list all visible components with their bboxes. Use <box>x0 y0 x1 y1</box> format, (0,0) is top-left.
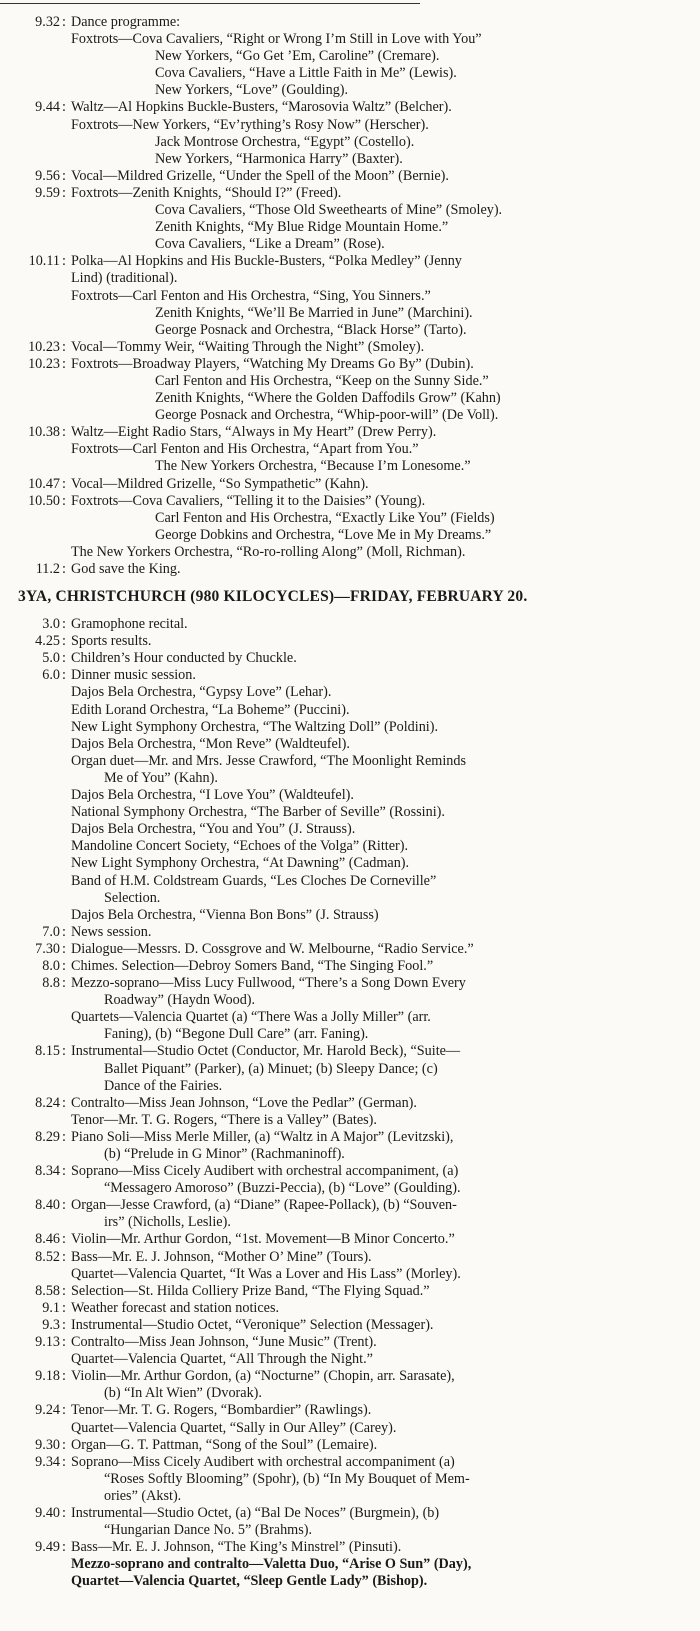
entry-time: 9.32 <box>35 14 60 30</box>
programme-entry <box>0 424 700 475</box>
entry-line: Roadway” (Haydn Wood). <box>104 992 256 1009</box>
entry-line: (b) “In Alt Wien” (Dvorak). <box>104 1385 262 1402</box>
entry-line: Ballet Piquant” (Parker), (a) Minuet; (b) Sleepy Dance; (c) <box>104 1060 438 1077</box>
entry-body <box>68 493 700 561</box>
programme-entry <box>0 1402 700 1436</box>
entry-line: Violin—Mr. Arthur Gordon, (a) “Nocturne” (Chopin, arr. Sarasate), <box>71 1368 455 1385</box>
entry-body <box>68 356 700 424</box>
entry-body <box>68 1539 700 1590</box>
entry-time: 9.56 <box>35 167 60 184</box>
time-separator: : <box>62 1094 66 1111</box>
entry-time: 8.24 <box>35 1094 60 1111</box>
entry-line: Quartet—Valencia Quartet, “It Was a Lover and His Lass” (Morley). <box>71 1265 461 1282</box>
time-separator: : <box>62 1043 66 1060</box>
entry-line: Faning), (b) “Begone Dull Care” (arr. Faning). <box>104 1026 369 1043</box>
entry-time: 6.0 <box>42 667 60 684</box>
entry-time: 11.2 <box>35 561 60 577</box>
entry-time: 8.46 <box>35 1231 60 1248</box>
entry-line: Dance of the Fairies. <box>104 1077 223 1094</box>
entry-line: Contralto—Miss Jean Johnson, “Love the Pedlar” (German). <box>71 1094 417 1111</box>
entry-line: Dajos Bela Orchestra, “Mon Reve” (Waldteufel). <box>71 735 350 752</box>
time-separator: : <box>62 975 66 992</box>
entry-time: 8.0 <box>42 957 60 974</box>
time-separator: : <box>62 957 66 974</box>
entry-line: Contralto—Miss Jean Johnson, “June Music” (Trent). <box>71 1334 377 1351</box>
time-separator: : <box>62 475 66 492</box>
programme-entry <box>0 1163 700 1197</box>
time-separator: : <box>62 1197 66 1214</box>
time-separator: : <box>62 167 66 184</box>
entry-line: Quartets—Valencia Quartet (a) “There Was a Jolly Miller” (arr. <box>71 1009 431 1026</box>
entry-body <box>68 667 700 923</box>
entry-line: Soprano—Miss Cicely Audibert with orchestral accompaniment, (a) <box>71 1163 459 1180</box>
time-separator: : <box>62 1248 66 1265</box>
entry-line: Carl Fenton and His Orchestra, “Keep on the Sunny Side.” <box>155 372 489 389</box>
entry-body <box>68 1249 700 1283</box>
entry-line: New Yorkers, “Harmonica Harry” (Baxter). <box>155 150 403 167</box>
time-separator: : <box>62 492 66 509</box>
time-separator: : <box>62 1368 66 1385</box>
programme-entry <box>0 1283 700 1300</box>
entry-time: 9.3 <box>42 1316 60 1333</box>
programme-entry <box>0 1539 700 1590</box>
entry-body <box>68 253 700 338</box>
entry-line: Quartet—Valencia Quartet, “All Through the Night.” <box>71 1351 373 1368</box>
programme-entry <box>0 941 700 958</box>
time-separator: : <box>62 184 66 201</box>
entry-body <box>68 941 700 958</box>
time-separator: : <box>62 1231 66 1248</box>
entry-line: “Messagero Amoroso” (Buzzi-Peccia), (b) “Love” (Goulding). <box>104 1180 461 1197</box>
programme-part-1 <box>0 14 700 578</box>
entry-line: Dialogue—Messrs. D. Cossgrove and W. Melbourne, “Radio Service.” <box>71 940 474 957</box>
entry-line: Gramophone recital. <box>71 616 188 633</box>
programme-entry <box>0 1505 700 1539</box>
entry-line: Tenor—Mr. T. G. Rogers, “There is a Valley” (Bates). <box>71 1111 377 1128</box>
entry-body <box>68 975 700 1043</box>
entry-time: 7.0 <box>42 923 60 940</box>
time-separator: : <box>62 1299 66 1316</box>
time-separator: : <box>62 923 66 940</box>
entry-time: 8.58 <box>35 1282 60 1299</box>
programme-entry <box>0 616 700 633</box>
entry-line: Dajos Bela Orchestra, “I Love You” (Waldteufel). <box>71 787 354 804</box>
time-separator: : <box>62 650 66 667</box>
entry-time: 4.25 <box>35 633 60 650</box>
entry-time: 9.59 <box>35 184 60 201</box>
entry-line: Lind) (traditional). <box>71 270 178 287</box>
entry-body <box>68 1283 700 1300</box>
programme-entry <box>0 356 700 424</box>
entry-time: 8.29 <box>35 1128 60 1145</box>
entry-line: Zenith Knights, “Where the Golden Daffodils Grow” (Kahn) <box>155 390 501 407</box>
entry-line: Mezzo-soprano and contralto—Valetta Duo, “Arise O Sun” (Day), <box>71 1556 472 1573</box>
entry-line: “Roses Softly Blooming” (Spohr), (b) “In My Bouquet of Mem- <box>104 1470 470 1487</box>
entry-body <box>68 1437 700 1454</box>
time-separator: : <box>62 1282 66 1299</box>
entry-line: God save the King. <box>71 561 181 577</box>
entry-line: New Yorkers, “Love” (Goulding). <box>155 82 349 99</box>
entry-time: 8.40 <box>35 1197 60 1214</box>
entry-line: Selection. <box>104 889 161 906</box>
entry-time: 8.8 <box>42 975 60 992</box>
entry-line: Zenith Knights, “My Blue Ridge Mountain Home.” <box>155 219 449 236</box>
entry-body <box>68 1095 700 1129</box>
entry-body <box>68 1505 700 1539</box>
programme-entry <box>0 1317 700 1334</box>
time-separator: : <box>62 1504 66 1521</box>
time-separator: : <box>62 1316 66 1333</box>
entry-line: Vocal—Tommy Weir, “Waiting Through the Night” (Smoley). <box>71 338 425 355</box>
entry-line: Organ duet—Mr. and Mrs. Jesse Crawford, “The Moonlight Reminds <box>71 752 466 769</box>
programme-entry <box>0 476 700 493</box>
entry-line: Mandoline Concert Society, “Echoes of the Volga” (Ritter). <box>71 838 408 855</box>
entry-line: Cova Cavaliers, “Have a Little Faith in Me” (Lewis). <box>155 65 457 82</box>
entry-time: 9.34 <box>35 1453 60 1470</box>
programme-entry <box>0 650 700 667</box>
time-separator: : <box>62 1163 66 1180</box>
entry-time: 9.13 <box>35 1334 60 1351</box>
programme-entry <box>0 561 700 578</box>
entry-line: Weather forecast and station notices. <box>71 1299 280 1316</box>
top-rule <box>0 3 420 4</box>
entry-line: Children’s Hour conducted by Chuckle. <box>71 650 297 667</box>
entry-body <box>68 185 700 253</box>
entry-body <box>68 1231 700 1248</box>
entry-line: Instrumental—Studio Octet, “Veronique” Selection (Messager). <box>71 1316 434 1333</box>
entry-line: Soprano—Miss Cicely Audibert with orchestral accompaniment (a) <box>71 1453 455 1470</box>
entry-line: Band of H.M. Coldstream Guards, “Les Cloches De Corneville” <box>71 872 437 889</box>
programme-entry <box>0 493 700 561</box>
time-separator: : <box>62 1128 66 1145</box>
programme-entry <box>0 924 700 941</box>
entry-line: Bass—Mr. E. J. Johnson, “Mother O’ Mine” (Tours). <box>71 1248 372 1265</box>
entry-body <box>68 924 700 941</box>
programme-entry <box>0 1095 700 1129</box>
programme-entry <box>0 1249 700 1283</box>
entry-line: Dajos Bela Orchestra, “You and You” (J. Strauss). <box>71 821 356 838</box>
entry-time: 7.30 <box>35 940 60 957</box>
entry-line: Zenith Knights, “We’ll Be Married in June” (Marchini). <box>155 304 473 321</box>
programme-entry <box>0 975 700 1043</box>
entry-line: News session. <box>71 923 152 940</box>
entry-body <box>68 1317 700 1334</box>
time-separator: : <box>62 14 66 30</box>
entry-line: New Light Symphony Orchestra, “The Waltzing Doll” (Poldini). <box>71 718 439 735</box>
entry-line: The New Yorkers Orchestra, “Because I’m Lonesome.” <box>155 458 471 475</box>
entry-time: 9.18 <box>35 1368 60 1385</box>
programme-entry <box>0 168 700 185</box>
programme-part-2 <box>0 616 700 1590</box>
programme-entry <box>0 185 700 253</box>
entry-line: “Hungarian Dance No. 5” (Brahms). <box>104 1522 313 1539</box>
programme-entry <box>0 99 700 167</box>
entry-line: Instrumental—Studio Octet, (a) “Bal De Noces” (Burgmein), (b) <box>71 1504 440 1521</box>
station-header: 3YA, CHRISTCHURCH (980 KILOCYCLES)—FRIDAY, FEBRUARY 20. <box>18 588 528 606</box>
time-separator: : <box>62 338 66 355</box>
programme-entry <box>0 14 700 99</box>
entry-time: 9.1 <box>42 1299 60 1316</box>
entry-time: 10.47 <box>28 475 60 492</box>
entry-line: Dinner music session. <box>71 667 196 684</box>
entry-line: Quartet—Valencia Quartet, “Sleep Gentle Lady” (Bishop). <box>71 1573 428 1590</box>
entry-line: Carl Fenton and His Orchestra, “Exactly Like You” (Fields) <box>155 509 495 526</box>
entry-line: Foxtrots—Cova Cavaliers, “Right or Wrong I’m Still in Love with You” <box>71 31 482 48</box>
programme-entry <box>0 1300 700 1317</box>
time-separator: : <box>62 424 66 441</box>
entry-line: Foxtrots—New Yorkers, “Ev’rything’s Rosy Now” (Herscher). <box>71 116 429 133</box>
programme-entry <box>0 1043 700 1094</box>
entry-line: The New Yorkers Orchestra, “Ro-ro-rolling Along” (Moll, Richman). <box>71 543 466 560</box>
entry-line: Dajos Bela Orchestra, “Gypsy Love” (Lehar). <box>71 684 332 701</box>
programme-entry <box>0 1334 700 1368</box>
entry-body <box>68 339 700 356</box>
time-separator: : <box>62 940 66 957</box>
entry-time: 10.23 <box>28 338 60 355</box>
entry-line: Edith Lorand Orchestra, “La Boheme” (Puccini). <box>71 701 350 718</box>
programme-entry <box>0 339 700 356</box>
entry-line: New Yorkers, “Go Get ’Em, Caroline” (Cremare). <box>155 48 440 65</box>
time-separator: : <box>62 667 66 684</box>
time-separator: : <box>62 1436 66 1453</box>
entry-time: 10.38 <box>28 424 60 441</box>
entry-line: Waltz—Eight Radio Stars, “Always in My Heart” (Drew Perry). <box>71 424 437 441</box>
entry-body <box>68 633 700 650</box>
programme-entry <box>0 1129 700 1163</box>
time-separator: : <box>62 633 66 650</box>
entry-line: Tenor—Mr. T. G. Rogers, “Bombardier” (Rawlings). <box>71 1402 372 1419</box>
time-separator: : <box>62 1453 66 1470</box>
entry-line: Dance programme: <box>71 14 181 30</box>
time-separator: : <box>62 1539 66 1556</box>
programme-entry <box>0 1197 700 1231</box>
entry-line: Vocal—Mildred Grizelle, “Under the Spell of the Moon” (Bernie). <box>71 167 449 184</box>
entry-line: (b) “Prelude in G Minor” (Rachmaninoff). <box>104 1146 345 1162</box>
entry-body <box>68 168 700 185</box>
entry-line: Organ—Jesse Crawford, (a) “Diane” (Rapee-Pollack), (b) “Souven- <box>71 1197 457 1214</box>
entry-time: 8.52 <box>35 1248 60 1265</box>
entry-body <box>68 1043 700 1094</box>
entry-line: Waltz—Al Hopkins Buckle-Busters, “Marosovia Waltz” (Belcher). <box>71 99 452 116</box>
entry-line: Foxtrots—Broadway Players, “Watching My Dreams Go By” (Dubin). <box>71 355 474 372</box>
time-separator: : <box>62 355 66 372</box>
entry-line: Mezzo-soprano—Miss Lucy Fullwood, “There’s a Song Down Every <box>71 975 466 992</box>
entry-time: 9.49 <box>35 1539 60 1556</box>
entry-line: Polka—Al Hopkins and His Buckle-Busters, “Polka Medley” (Jenny <box>71 253 462 270</box>
entry-time: 10.23 <box>28 355 60 372</box>
entry-line: irs” (Nicholls, Leslie). <box>104 1214 231 1231</box>
entry-body <box>68 476 700 493</box>
time-separator: : <box>62 1334 66 1351</box>
entry-line: Bass—Mr. E. J. Johnson, “The King’s Minstrel” (Pinsuti). <box>71 1539 402 1556</box>
entry-body <box>68 1163 700 1197</box>
entry-line: Piano Soli—Miss Merle Miller, (a) “Waltz in A Major” (Levitzski), <box>71 1128 454 1145</box>
entry-line: New Light Symphony Orchestra, “At Dawning” (Cadman). <box>71 855 410 872</box>
time-separator: : <box>62 253 66 270</box>
entry-line: Foxtrots—Cova Cavaliers, “Telling it to the Daisies” (Young). <box>71 492 426 509</box>
entry-time: 9.40 <box>35 1504 60 1521</box>
programme-entry <box>0 253 700 338</box>
entry-body <box>68 1334 700 1368</box>
entry-line: Foxtrots—Zenith Knights, “Should I?” (Freed). <box>71 184 342 201</box>
entry-time: 9.44 <box>35 99 60 116</box>
entry-body <box>68 1454 700 1505</box>
programme-entry <box>0 958 700 975</box>
programme-entry <box>0 1231 700 1248</box>
entry-line: Organ—G. T. Pattman, “Song of the Soul” (Lemaire). <box>71 1436 378 1453</box>
entry-time: 9.24 <box>35 1402 60 1419</box>
entry-body <box>68 1300 700 1317</box>
entry-line: Foxtrots—Carl Fenton and His Orchestra, “Apart from You.” <box>71 441 419 458</box>
entry-line: Sports results. <box>71 633 152 650</box>
entry-line: George Dobkins and Orchestra, “Love Me in My Dreams.” <box>155 526 492 543</box>
entry-line: George Posnack and Orchestra, “Whip-poor-will” (De Voll). <box>155 407 499 424</box>
entry-line: Cova Cavaliers, “Those Old Sweethearts of Mine” (Smoley). <box>155 202 503 219</box>
programme-entry <box>0 1368 700 1402</box>
entry-time: 8.15 <box>35 1043 60 1060</box>
programme-entry <box>0 633 700 650</box>
entry-body <box>68 1129 700 1163</box>
entry-body <box>68 1197 700 1231</box>
entry-body <box>68 1402 700 1436</box>
entry-time: 9.30 <box>35 1436 60 1453</box>
entry-body <box>68 99 700 167</box>
entry-body <box>68 424 700 475</box>
entry-time: 10.50 <box>28 492 60 509</box>
entry-time: 5.0 <box>42 650 60 667</box>
entry-line: Dajos Bela Orchestra, “Vienna Bon Bons” (J. Strauss) <box>71 906 379 923</box>
entry-body <box>68 650 700 667</box>
entry-line: Me of You” (Kahn). <box>104 769 218 786</box>
time-separator: : <box>62 99 66 116</box>
entry-body <box>68 14 700 99</box>
entry-body <box>68 1368 700 1402</box>
entry-body <box>68 958 700 975</box>
entry-line: Jack Montrose Orchestra, “Egypt” (Costello). <box>155 133 415 150</box>
entry-line: ories” (Akst). <box>104 1487 182 1504</box>
programme-page <box>0 14 700 1590</box>
entry-line: Selection—St. Hilda Colliery Prize Band, “The Flying Squad.” <box>71 1282 430 1299</box>
time-separator: : <box>62 616 66 633</box>
entry-body <box>68 616 700 633</box>
entry-line: Vocal—Mildred Grizelle, “So Sympathetic” (Kahn). <box>71 475 369 492</box>
entry-line: Violin—Mr. Arthur Gordon, “1st. Movement—B Minor Concerto.” <box>71 1231 455 1248</box>
entry-time: 3.0 <box>42 616 60 633</box>
time-separator: : <box>62 1402 66 1419</box>
programme-entry <box>0 1437 700 1454</box>
entry-line: Foxtrots—Carl Fenton and His Orchestra, “Sing, You Sinners.” <box>71 287 431 304</box>
entry-line: National Symphony Orchestra, “The Barber of Seville” (Rossini). <box>71 804 445 821</box>
entry-time: 10.11 <box>28 253 60 270</box>
entry-line: George Posnack and Orchestra, “Black Horse” (Tarto). <box>155 321 467 338</box>
entry-line: Cova Cavaliers, “Like a Dream” (Rose). <box>155 236 385 253</box>
entry-body <box>68 561 700 578</box>
entry-line: Quartet—Valencia Quartet, “Sally in Our Alley” (Carey). <box>71 1419 397 1436</box>
programme-entry <box>0 1454 700 1505</box>
programme-entry <box>0 667 700 923</box>
entry-line: Instrumental—Studio Octet (Conductor, Mr. Harold Beck), “Suite— <box>71 1043 461 1060</box>
entry-time: 8.34 <box>35 1163 60 1180</box>
time-separator: : <box>62 561 66 577</box>
entry-line: Chimes. Selection—Debroy Somers Band, “The Singing Fool.” <box>71 957 434 974</box>
